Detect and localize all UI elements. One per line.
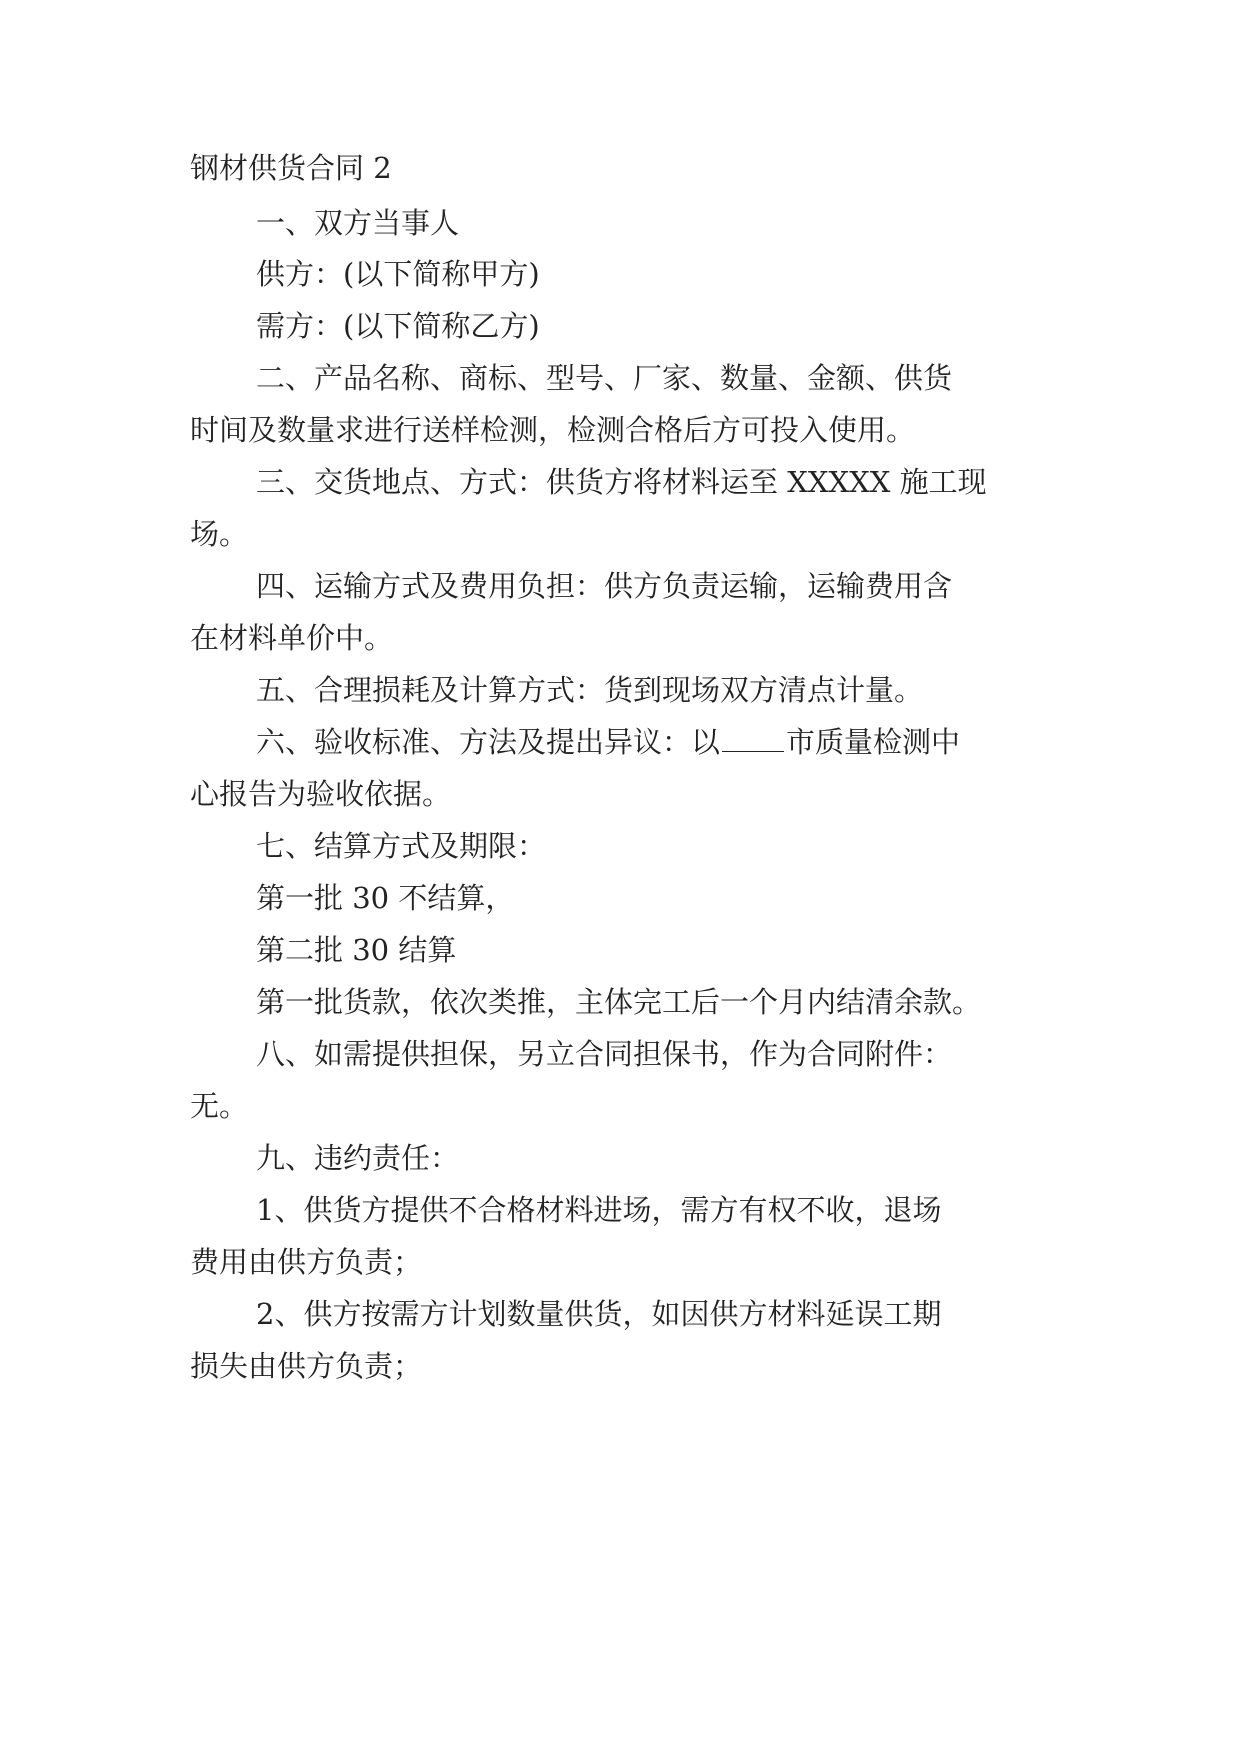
- clause-4-line-2: 在材料单价中。: [190, 621, 394, 655]
- clause-7-heading: 七、结算方式及期限：: [256, 829, 547, 863]
- clause-7-payment-note: 第一批货款，依次类推，主体完工后一个月内结清余款。: [256, 985, 982, 1019]
- clause-6-line-1: [256, 722, 1070, 762]
- supplier-line: 供方：(以下简称甲方): [256, 257, 540, 291]
- clause-2-line-1: 二、产品名称、商标、型号、厂家、数量、金额、供货: [256, 361, 953, 395]
- clause-9-item-1-line-1: 1、供货方提供不合格材料进场，需方有权不收，退场: [256, 1193, 942, 1227]
- buyer-line: 需方：(以下简称乙方): [256, 309, 540, 343]
- clause-3-line-1: 三、交货地点、方式：供货方将材料运至 XXXXX 施工现: [256, 465, 987, 499]
- document-title: 钢材供货合同 2: [190, 151, 392, 185]
- section-heading-parties: 一、双方当事人: [256, 206, 460, 240]
- clause-2-line-2: 时间及数量求进行送样检测，检测合格后方可投入使用。: [190, 413, 916, 447]
- clause-9-item-2-line-1: 2、供方按需方计划数量供货，如因供方材料延误工期: [256, 1297, 942, 1331]
- clause-7-batch-1: 第一批 30 不结算，: [256, 881, 515, 915]
- clause-4-line-1: 四、运输方式及费用负担：供方负责运输，运输费用含: [256, 569, 953, 603]
- clause-5-line: 五、合理损耗及计算方式：货到现场双方清点计量。: [256, 673, 924, 707]
- clause-8-line-2: 无。: [190, 1089, 249, 1123]
- clause-8-line-1: 八、如需提供担保，另立合同担保书，作为合同附件：: [256, 1037, 953, 1071]
- clause-9-item-2-line-2: 损失由供方负责；: [190, 1349, 423, 1383]
- clause-6-text-before-blank: 六、验收标准、方法及提出异议：以: [256, 725, 721, 759]
- clause-9-item-1-line-2: 费用由供方负责；: [190, 1245, 423, 1279]
- clause-6-line-2: 心报告为验收依据。: [190, 777, 452, 811]
- fill-in-blank: [722, 725, 784, 752]
- clause-6-text-after-blank: 市质量检测中: [786, 725, 961, 759]
- clause-3-line-2: 场。: [190, 517, 249, 551]
- clause-9-heading: 九、违约责任：: [256, 1141, 460, 1175]
- clause-7-batch-2: 第二批 30 结算: [256, 933, 457, 967]
